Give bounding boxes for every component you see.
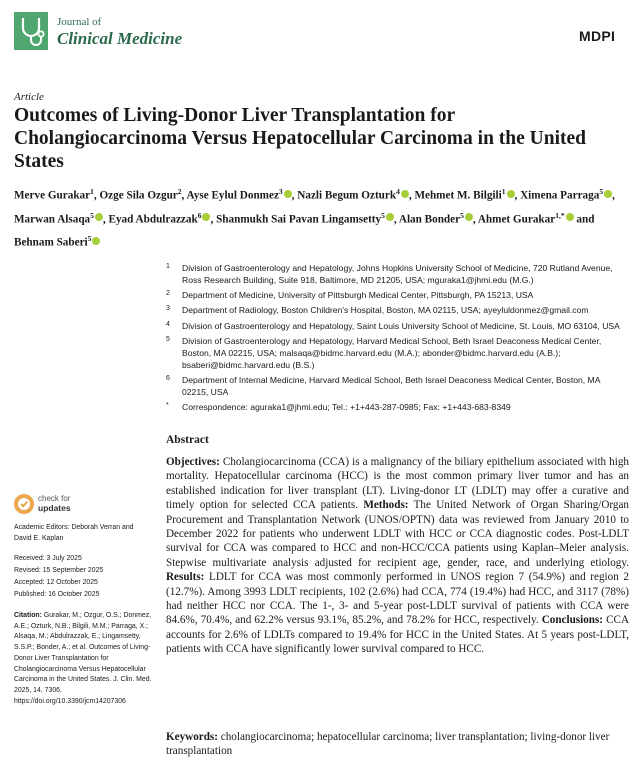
check-label: check for [38, 494, 71, 503]
orcid-icon[interactable] [566, 213, 574, 221]
affiliation-item [166, 321, 626, 333]
orcid-icon[interactable] [465, 213, 473, 221]
author-name[interactable]: Alan Bonder [398, 213, 461, 226]
methods-text: The United Network of Organ Sharing/Organ Procurement and Transplantation Network (UNOS/OPTN) data was reviewed from January 2010 to December 2022 for patients who underwent LDLT with HCC or CCA diagnostic codes. Post-LDLT survival for CCA was compared to HCC and non-HCC/CCA patients using Kaplan–Meier analysis. Stepwise multivariate analysis adjusted for recipient age, gender, race, and underlying etiology. [166, 499, 629, 569]
revised-date: Revised: 15 September 2025 [14, 567, 104, 574]
orcid-icon[interactable] [284, 190, 292, 198]
author-name[interactable]: Eyad Abdulrazzak [108, 213, 198, 226]
author-separator: , [102, 213, 109, 226]
author-separator: , [93, 189, 100, 202]
author-separator: , [291, 189, 298, 202]
objectives-text: Cholangiocarcinoma (CCA) is a malignancy of the biliary epithelium associated with high mortality. Hepatocellular carcinoma (HCC) is the most common primary liver tumor and has an established indication for liver transplant (LT). Living-donor LT (LDLT) may offer a curative and timely option for selected CCA patients. [166, 456, 629, 512]
stethoscope-icon [14, 12, 48, 50]
accepted-date: Accepted: 12 October 2025 [14, 579, 98, 586]
received-date: Received: 3 July 2025 [14, 555, 82, 562]
author-affiliation-sup: 4 [396, 187, 400, 196]
affiliation-number: 6 [166, 374, 170, 382]
editors-label: Academic Editors: [14, 524, 70, 531]
affiliation-item [166, 305, 626, 317]
keywords-text: cholangiocarcinoma; hepatocellular carcinoma; liver transplantation; living-donor liver transplantation [166, 731, 610, 758]
author-separator: and [573, 213, 595, 226]
author-name[interactable]: Marwan Alsaqa [14, 213, 91, 226]
author-affiliation-sup: 1 [501, 187, 506, 196]
affiliation-number: 5 [166, 335, 170, 343]
affiliation-text: Department of Internal Medicine, Harvard Medical School, Beth Israel Deaconess Medical Center, Boston, MA 02215, USA [182, 374, 600, 397]
author-separator: , [210, 213, 217, 226]
orcid-icon[interactable] [386, 213, 394, 221]
author-separator: , [472, 213, 478, 226]
academic-editors [14, 523, 152, 544]
author-separator: , [181, 189, 187, 202]
affiliation-text: Division of Gastroenterology and Hepatology, Harvard Medical School, Beth Israel Deaconess Medical Center, Boston, MA 02215, USA; malsaqa@bidmc.harvard.edu (M.A.); abonder@bidmc.harvard.edu (A.B.); bsaberi@bidmc.harvard.edu (B.S.) [182, 335, 602, 370]
author-affiliation-sup: 5 [87, 234, 92, 244]
author-name[interactable]: Nazli Begum Ozturk [297, 189, 397, 202]
author-separator: , [408, 189, 415, 202]
author-affiliation-sup: 6 [197, 210, 202, 220]
citation-text[interactable]: Gurakar, M.; Ozgur, O.S.; Donmez, A.E.; Ozturk, N.B.; Bilgili, M.M.; Parraga, X.; Alsaqa, M.; Abdulrazzak, E.; Lingamsetty, S.S.P.; Bonder, A.; et al. Outcomes of Living-Donor Liver Transplantation for Cholangiocarcinoma Versus Hepatocellular Carcinoma in the United States. J. Clin. Med. 2025, 14, 7306. https://doi.org/10.3390/jcm14207306 [14, 612, 152, 705]
affiliation-number: 2 [166, 290, 170, 298]
author-affiliation-sup: 5 [381, 210, 385, 220]
author-separator: , [612, 189, 615, 202]
keywords [166, 730, 629, 759]
published-date: Published: 16 October 2025 [14, 591, 100, 598]
orcid-icon[interactable] [95, 213, 103, 221]
orcid-icon[interactable] [604, 190, 612, 198]
article-title: Outcomes of Living-Donor Liver Transplantation for Cholangiocarcinoma Versus Hepatocellular Carcinoma in the United States [14, 105, 587, 172]
objectives-label: Objectives: [166, 456, 220, 468]
citation-block [14, 611, 152, 707]
affiliation-text: Division of Gastroenterology and Hepatology, Saint Louis University School of Medicine, St. Louis, MO 63104, USA [182, 320, 620, 331]
author-name[interactable]: Ozge Sila Ozgur [99, 189, 178, 202]
conclusions-label: Conclusions: [541, 614, 604, 627]
affiliation-text: Department of Medicine, University of Pittsburgh Medical Center, Pittsburgh, PA 15213, USA [182, 290, 534, 301]
affiliation-item [166, 290, 626, 302]
affiliation-item [166, 336, 626, 371]
journal-logo[interactable] [14, 12, 214, 56]
author-affiliation-sup: 2 [177, 187, 182, 196]
affiliation-item [166, 375, 626, 399]
affiliation-number: * [166, 401, 169, 409]
author-name[interactable]: Merve Gurakar [14, 189, 91, 202]
author-separator: , [514, 189, 521, 202]
check-for-updates-icon [13, 493, 35, 515]
editors-names: Deborah Verran and David E. Kaplan [14, 524, 134, 542]
author-name[interactable]: Behnam Saberi [14, 237, 88, 250]
affiliation-list [166, 263, 626, 417]
updates-label: updates [38, 503, 71, 513]
conclusions-text: CCA accounts for 2.6% of LDLTs compared to 19.4% for HCC in the United States. At 5 years post-LDLT, patients with CCA have significantly lower survival compared to HCC. [166, 614, 629, 656]
abstract-body [166, 455, 629, 657]
journal-name-prefix: Journal of [57, 16, 102, 28]
publisher-name: MDPI [579, 28, 616, 44]
keywords-label: Keywords: [166, 731, 218, 743]
affiliation-item [166, 402, 626, 414]
article-type: Article [14, 91, 44, 103]
author-name[interactable]: Ximena Parraga [520, 189, 600, 202]
affiliation-text: Correspondence: aguraka1@jhmi.edu; Tel.: +1+443-287-0985; Fax: +1+443-683-8349 [182, 401, 511, 412]
mdpi-logo[interactable] [579, 26, 627, 48]
affiliation-number: 3 [166, 305, 170, 313]
author-affiliation-sup: 5 [460, 210, 464, 220]
journal-name: Clinical Medicine [57, 29, 183, 48]
author-affiliation-sup: 3 [278, 187, 283, 196]
affiliation-text: Department of Radiology, Boston Children's Hospital, Boston, MA 02115, USA; ayeyluldonmez@gmail.com [182, 305, 589, 316]
affiliation-number: 4 [166, 320, 170, 328]
affiliation-number: 1 [166, 263, 170, 270]
affiliation-item [166, 263, 626, 287]
orcid-icon[interactable] [507, 190, 515, 198]
abstract-heading: Abstract [166, 434, 209, 446]
author-affiliation-sup: 1,* [555, 210, 565, 220]
methods-label: Methods: [363, 499, 409, 512]
author-name[interactable]: Ahmet Gurakar [477, 213, 556, 226]
citation-label: Citation: [14, 612, 42, 619]
results-text: LDLT for CCA was most commonly performed in UNOS region 7 (54.9%) and region 2 (12.7%). Among 3993 LDLT recipients, 102 (2.6%) had CCA, 774 (19.4%) had HCC, and 3117 (78%) had neither HCC nor CCA. The 1-, 3- and 5-year post-LDLT survival of patients with CCA were 84.6%, 70.4%, and 62.2% versus 93.1%, 85.2%, and 78.2% for HCC, respectively. [166, 571, 629, 627]
affiliation-text: Division of Gastroenterology and Hepatology, Johns Hopkins University School of Medicine, 720 Rutland Avenue, Ross Research Building, Suite 918, Baltimore, MD 21205, USA; mguraka1@jhmi.edu (M.G.) [182, 263, 613, 285]
orcid-icon[interactable] [92, 237, 100, 245]
publication-dates [14, 553, 152, 601]
results-label: Results: [166, 571, 205, 584]
author-affiliation-sup: 5 [599, 187, 604, 196]
check-for-updates-badge[interactable] [13, 493, 93, 515]
author-name[interactable]: Ayse Eylul Donmez [186, 189, 279, 202]
author-separator: , [393, 213, 399, 226]
author-name[interactable]: Mehmet M. Bilgili [414, 189, 502, 202]
orcid-icon[interactable] [401, 190, 409, 198]
author-list [14, 182, 629, 253]
author-affiliation-sup: 1 [90, 187, 94, 196]
author-affiliation-sup: 5 [90, 210, 94, 220]
author-name[interactable]: Shanmukh Sai Pavan Lingamsetty [216, 213, 382, 226]
